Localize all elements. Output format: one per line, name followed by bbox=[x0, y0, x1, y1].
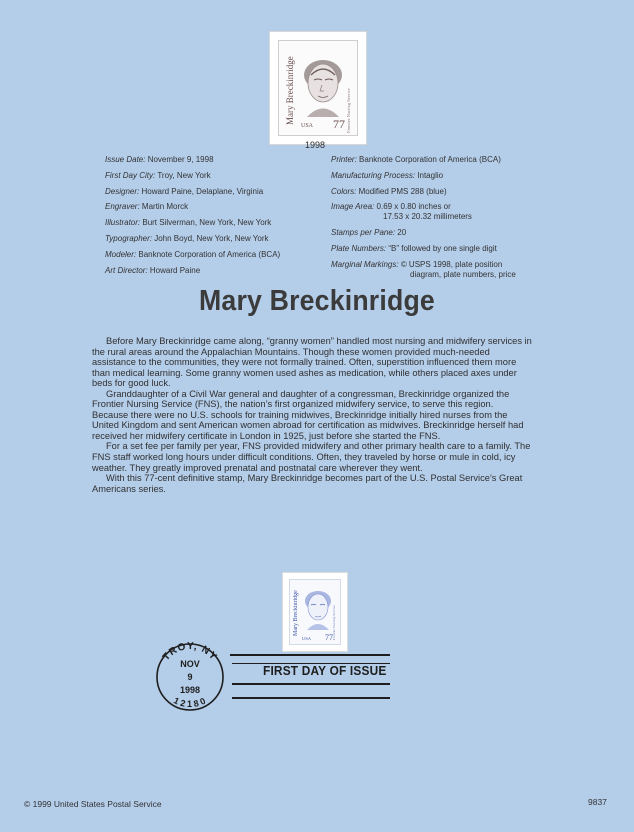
info-plate-numbers: Plate Numbers: “B” followed by one single digit bbox=[331, 244, 497, 254]
paragraph: For a set fee per family per year, FNS provided midwifery and other primary health care to a family. The FNS staff worked long hours under difficult conditions. Often, they traveled by horse or mule in cold, icy weather. They greatly improved prenatal and postnatal care wherever they went. bbox=[92, 441, 531, 473]
cancel-line bbox=[232, 697, 390, 699]
info-process: Manufacturing Process: Intaglio bbox=[331, 170, 444, 180]
info-image-area: Image Area: 0.69 x 0.80 inches or 17.53 x 20.32 millimeters bbox=[331, 202, 472, 222]
affixed-stamp bbox=[283, 573, 347, 651]
info-left-column bbox=[105, 152, 280, 278]
info-issue-date: Issue Date: November 9, 1998 bbox=[105, 155, 214, 164]
stamp-year: 1998 bbox=[304, 140, 326, 150]
affixed-stamp-value: 77 bbox=[325, 633, 333, 642]
body-text bbox=[92, 336, 532, 494]
document-number: 9837 bbox=[588, 797, 607, 807]
postmark-city: TROY, NY bbox=[160, 640, 220, 663]
info-designer: Designer: Howard Paine, Delaplane, Virginia bbox=[105, 186, 264, 196]
info-illustrator: Illustrator: Burt Silverman, New York, New York bbox=[105, 218, 272, 228]
stamp-value: 77 bbox=[333, 117, 345, 131]
postmark bbox=[150, 635, 230, 715]
affixed-stamp-name: Mary Breckinridge bbox=[293, 590, 299, 636]
info-marginal-markings: Marginal Markings: © USPS 1998, plate position diagram, plate numbers, price bbox=[331, 259, 516, 279]
page-title: Mary Breckinridge bbox=[199, 285, 435, 317]
stamp-name: Mary Breckinridge bbox=[285, 56, 295, 126]
info-typographer: Typographer: John Boyd, New York, New York bbox=[105, 233, 269, 243]
copyright: © 1999 United States Postal Service bbox=[24, 799, 162, 809]
info-first-day-city: First Day City: Troy, New York bbox=[105, 170, 211, 180]
portrait-engraving bbox=[299, 55, 347, 117]
affixed-stamp-subtitle: Frontier Nursing Service bbox=[332, 605, 336, 640]
first-day-of-issue: FIRST DAY OF ISSUE bbox=[263, 664, 387, 678]
stamp-image bbox=[270, 32, 366, 144]
info-art-director: Art Director: Howard Paine bbox=[105, 265, 201, 275]
postmark-month: NOV bbox=[180, 659, 200, 669]
paragraph: With this 77-cent definitive stamp, Mary Breckinridge becomes part of the U.S. Postal Service’s Great Americans series. bbox=[92, 473, 523, 494]
stamp-country: USA bbox=[301, 123, 314, 129]
info-stamps-per-pane: Stamps per Pane: 20 bbox=[331, 228, 407, 238]
info-colors: Colors: Modified PMS 288 (blue) bbox=[331, 186, 447, 196]
portrait-engraving-blue bbox=[302, 588, 334, 630]
cancel-line bbox=[232, 683, 390, 685]
paragraph: Granddaughter of a Civil War general and daughter of a congressman, Breckinridge organized the Frontier Nursing Service (FNS), the nation’s first organized midwifery service, to serve this region. Because there were no U.S. schools for training midwives, Breckinridge initially hired nurses from the United Kingdom and sent American women abroad for certification as midwives. Breckinridge herself had received her midwifery certificate in London in 1925, just before she started the FNS. bbox=[92, 388, 524, 441]
info-printer: Printer: Banknote Corporation of America (BCA) bbox=[331, 155, 501, 164]
paragraph: Before Mary Breckinridge came along, “granny women” handled most nursing and midwifery services in the rural areas around the Appalachian Mountains. Though these women provided much-needed assistance to the communities, they were not formally trained. Often, superstition influenced them more than medical learning. Some granny women used ashes as medication, while others placed axes under beds for good luck. bbox=[92, 336, 532, 389]
info-engraver: Engraver: Martin Morck bbox=[105, 202, 189, 212]
info-modeler: Modeler: Banknote Corporation of America (BCA) bbox=[105, 249, 281, 259]
postmark-year: 1998 bbox=[179, 685, 201, 695]
stamp-subtitle: Frontier Nursing Service bbox=[346, 88, 351, 133]
postmark-day: 9 bbox=[187, 672, 193, 682]
cancel-line bbox=[230, 654, 390, 656]
affixed-stamp-country: USA bbox=[302, 636, 312, 641]
postmark-zip: 12180 bbox=[172, 695, 208, 710]
info-right-column bbox=[331, 152, 516, 280]
